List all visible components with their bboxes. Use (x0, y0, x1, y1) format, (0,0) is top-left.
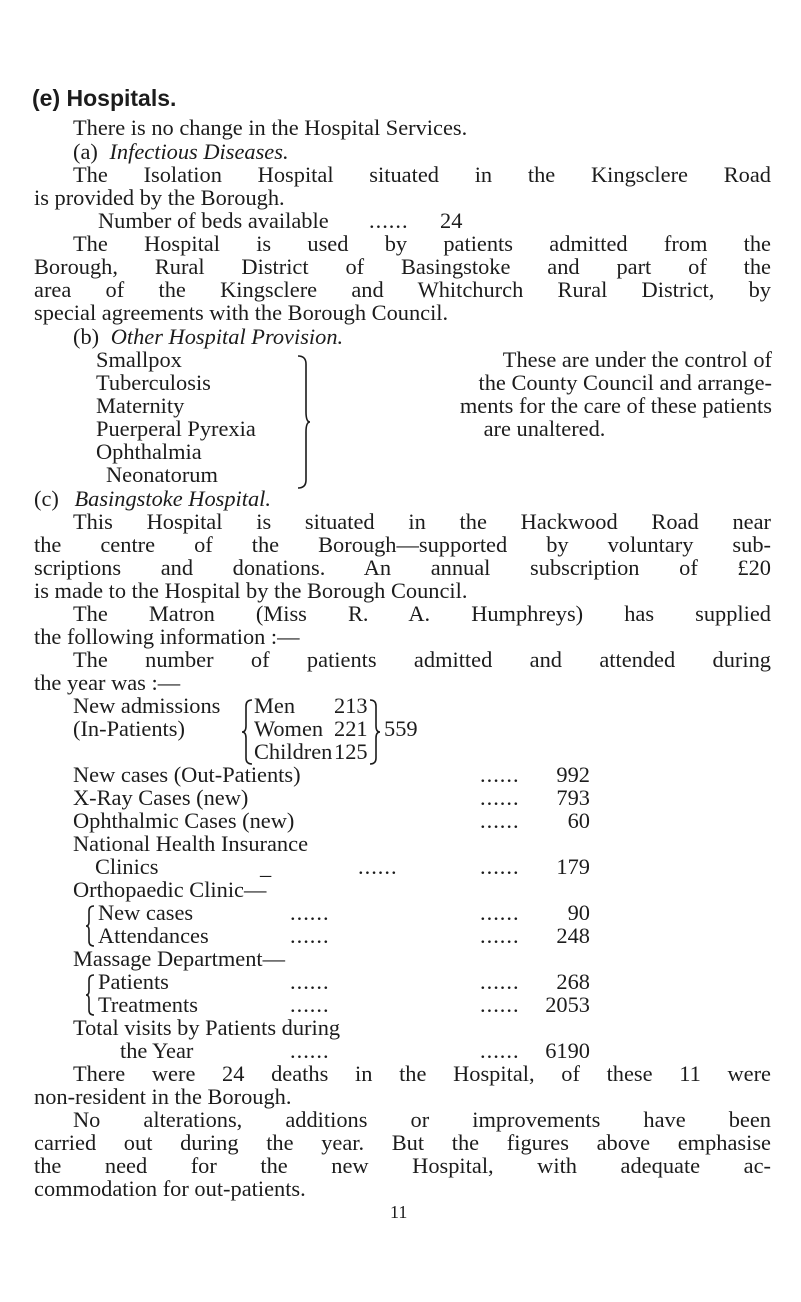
subsection-b-title: Other Hospital Provision. (110, 324, 344, 349)
matron-line-1: The Matron (Miss R. A. Humphreys) has supplied (73, 601, 771, 626)
admissions-right-brace-icon (368, 698, 382, 766)
patients-line-2: the year was :— (34, 670, 181, 695)
matron-line-2: the following information :— (34, 624, 300, 649)
nhi-dots-mid: ...... (358, 854, 398, 879)
isolation-line-1: The Isolation Hospital situated in the Kingsclere Road (73, 162, 771, 187)
massage-treat-dots: ...... (480, 992, 520, 1017)
ophthalmic-value: 60 (567, 808, 590, 833)
condition-smallpox: Smallpox (96, 347, 182, 372)
beds-value: 24 (440, 208, 463, 233)
closing-line-3: No alterations, additions or improvements have been (73, 1107, 771, 1132)
admissions-label: New admissions (73, 693, 221, 718)
condition-ophthalmia: Ophthalmia (96, 439, 202, 464)
xray-label: X-Ray Cases (new) (73, 785, 249, 810)
beds-dots: ...... (369, 208, 409, 233)
ortho-new-dots-mid: ...... (290, 900, 330, 925)
closing-line-4: carried out during the year. But the figures above emphasise (34, 1130, 771, 1155)
outpatients-dots: ...... (480, 762, 520, 787)
isolation-line-2: is provided by the Borough. (34, 185, 285, 210)
subsection-b-heading (73, 325, 343, 348)
subsection-a-marker: (a) (73, 139, 98, 164)
admissions-left-brace-icon (240, 698, 254, 766)
condition-neonatorum: Neonatorum (106, 462, 218, 487)
massage-brace-icon (84, 973, 96, 1017)
closing-line-2: non-resident in the Borough. (34, 1084, 292, 1109)
closing-line-6: commodation for out-patients. (34, 1176, 306, 1201)
usage-line-1: The Hospital is used by patients admitted from the (73, 231, 771, 256)
ortho-new-dots: ...... (480, 900, 520, 925)
basingstoke-line-4: is made to the Hospital by the Borough Council. (34, 578, 468, 603)
control-note-line-4: are unaltered. (483, 416, 606, 441)
control-note-line-2: the County Council and arrange- (478, 370, 772, 395)
closing-line-5: the need for the new Hospital, with adequate ac- (34, 1153, 771, 1178)
total-dots-mid: ...... (290, 1038, 330, 1063)
control-note-line-3: ments for the care of these patients (459, 393, 772, 418)
ortho-new-value: 90 (567, 900, 590, 925)
nhi-label: National Health Insurance (73, 831, 309, 856)
nhi-value: 179 (556, 854, 590, 879)
total-visits-label: Total visits by Patients during (73, 1015, 341, 1040)
ortho-label: Orthopaedic Clinic— (73, 877, 267, 902)
massage-treat-dots-mid: ...... (290, 992, 330, 1017)
total-dots: ...... (480, 1038, 520, 1063)
massage-patients-dots: ...... (480, 969, 520, 994)
usage-line-4: special agreements with the Borough Council. (34, 300, 449, 325)
subsection-c-title: Basingstoke Hospital. (74, 486, 271, 511)
nhi-dots: ...... (480, 854, 520, 879)
outpatients-value: 992 (556, 762, 590, 787)
subsection-a-title: Infectious Diseases. (109, 139, 289, 164)
ortho-attendances-value: 248 (556, 923, 590, 948)
women-label: Women (254, 716, 324, 741)
massage-label: Massage Department— (73, 946, 286, 971)
ophthalmic-dots: ...... (480, 808, 520, 833)
inpatients-label: (In-Patients) (73, 716, 185, 741)
outpatients-label: New cases (Out-Patients) (73, 762, 301, 787)
ortho-att-dots-mid: ...... (290, 923, 330, 948)
massage-patients-dots-mid: ...... (290, 969, 330, 994)
women-value: 221 (334, 716, 368, 741)
basingstoke-line-1: This Hospital is situated in the Hackwood Road near (73, 509, 771, 534)
nhi-underscore: _ (260, 854, 272, 879)
basingstoke-line-2: the centre of the Borough—supported by voluntary sub- (34, 532, 771, 557)
basingstoke-line-3: scriptions and donations. An annual subscription of £20 (34, 555, 771, 580)
xray-dots: ...... (480, 785, 520, 810)
xray-value: 793 (556, 785, 590, 810)
beds-label: Number of beds available (98, 208, 329, 233)
massage-patients-label: Patients (98, 969, 169, 994)
men-value: 213 (334, 693, 368, 718)
page-number: 11 (390, 1202, 408, 1222)
nhi-clinics-label: Clinics (95, 854, 159, 879)
usage-line-3: area of the Kingsclere and Whitchurch Rural District, by (34, 277, 771, 302)
subsection-b-marker: (b) (73, 324, 100, 349)
massage-treatments-label: Treatments (98, 992, 198, 1017)
ortho-attendances-label: Attendances (98, 923, 209, 948)
total-visits-value: 6190 (545, 1038, 590, 1063)
children-label: Children (254, 739, 333, 764)
men-label: Men (254, 693, 296, 718)
condition-tuberculosis: Tuberculosis (96, 370, 211, 395)
ophthalmic-label: Ophthalmic Cases (new) (73, 808, 295, 833)
condition-maternity: Maternity (96, 393, 185, 418)
massage-patients-value: 268 (556, 969, 590, 994)
section-heading: (e) Hospitals. (32, 85, 177, 111)
subsection-c-marker: (c) (34, 486, 59, 511)
closing-line-1: There were 24 deaths in the Hospital, of these 11 were (73, 1061, 771, 1086)
total-year-label: the Year (120, 1038, 194, 1063)
subsection-a-heading (73, 140, 289, 163)
children-value: 125 (334, 739, 368, 764)
massage-treatments-value: 2053 (545, 992, 590, 1017)
ortho-new-label: New cases (98, 900, 194, 925)
conditions-brace-icon (296, 354, 312, 490)
usage-line-2: Borough, Rural District of Basingstoke and part of the (34, 254, 771, 279)
condition-puerperal-pyrexia: Puerperal Pyrexia (96, 416, 256, 441)
admissions-total: 559 (384, 716, 418, 741)
ortho-brace-icon (84, 904, 96, 948)
intro-text: There is no change in the Hospital Services. (73, 115, 468, 140)
ortho-att-dots: ...... (480, 923, 520, 948)
control-note-line-1: These are under the control of (502, 347, 772, 372)
subsection-c-heading (34, 487, 271, 510)
patients-line-1: The number of patients admitted and attended during (73, 647, 771, 672)
